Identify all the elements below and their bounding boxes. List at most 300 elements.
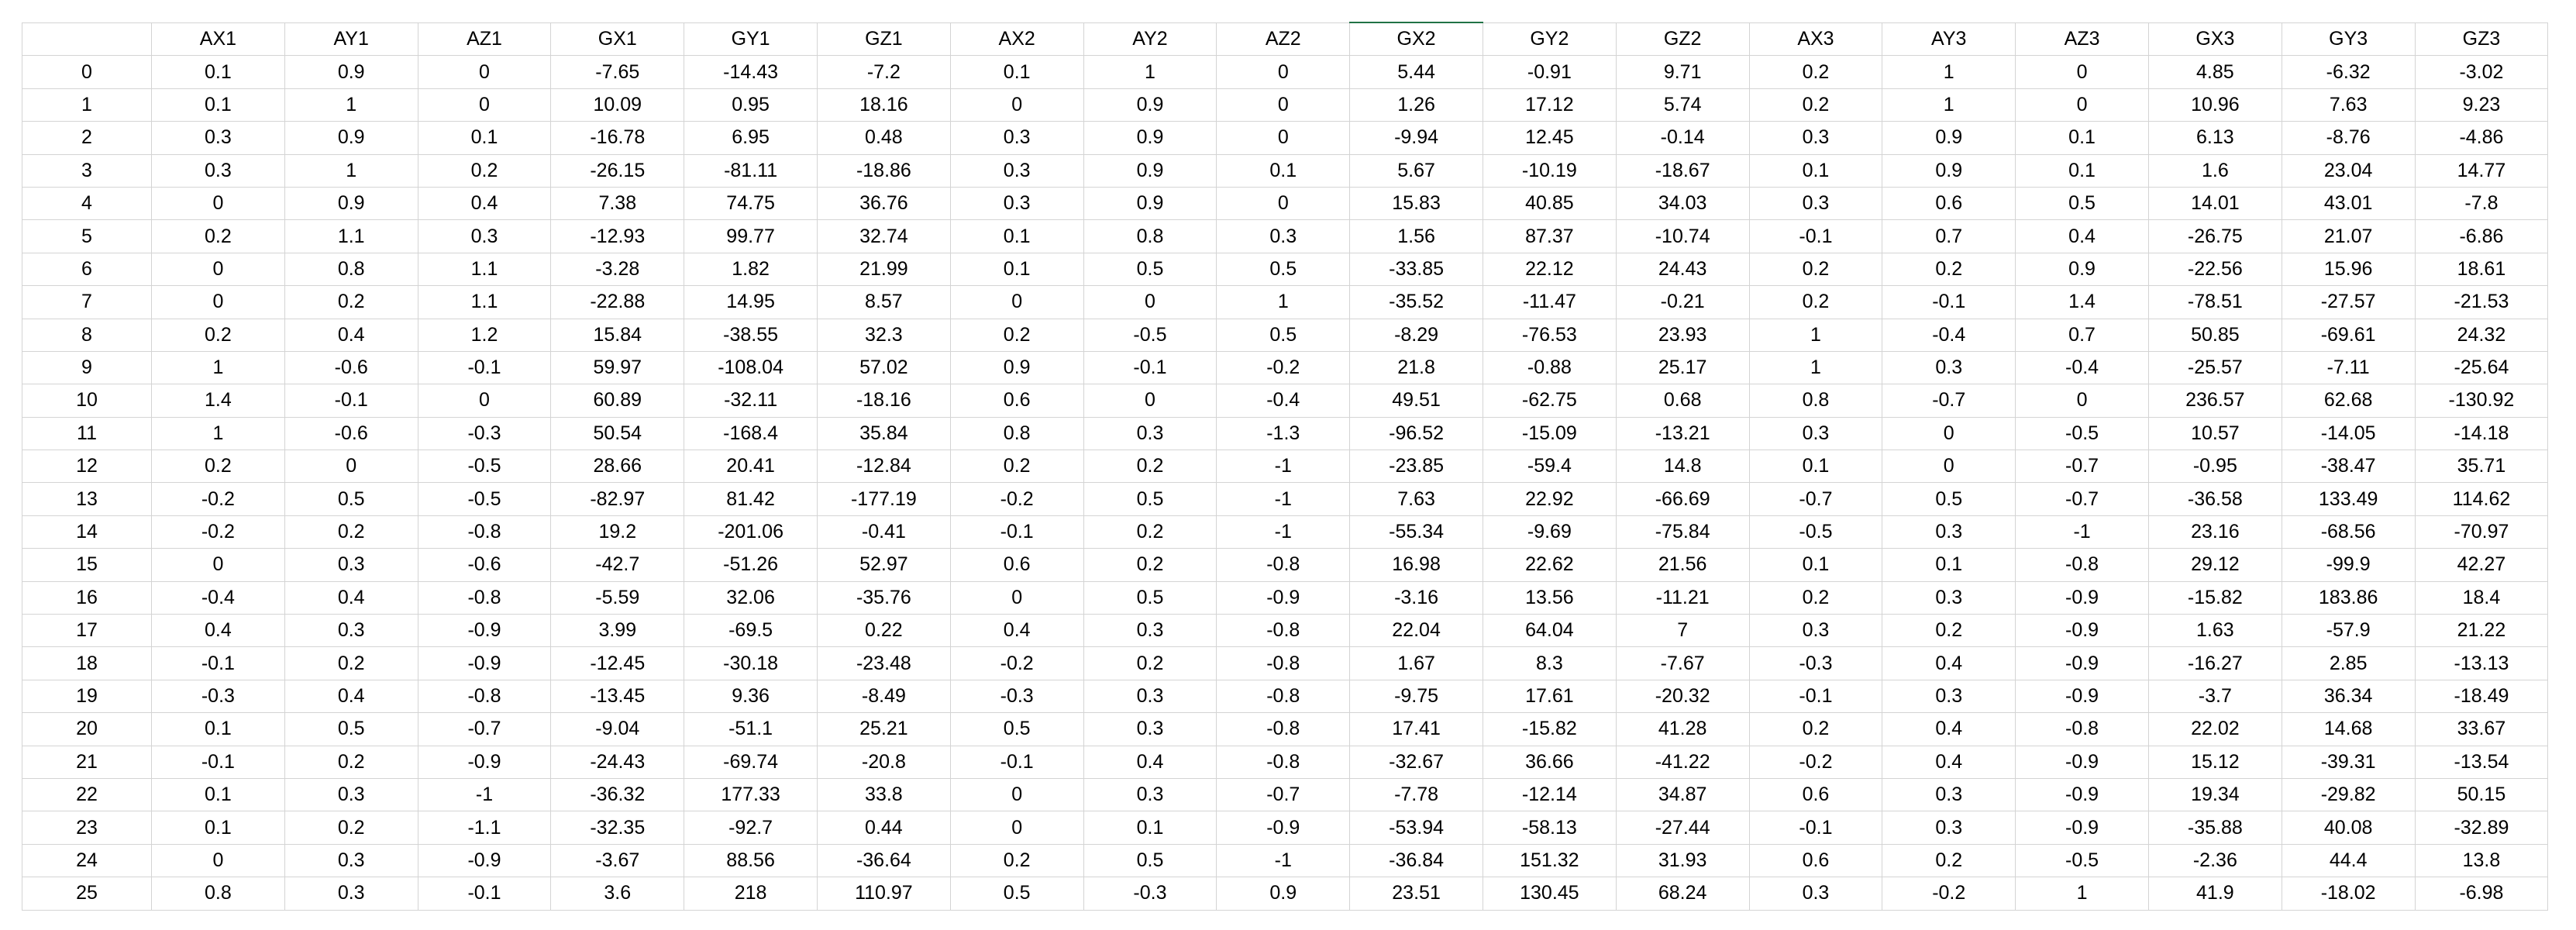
data-cell[interactable]: 0.2 <box>1083 647 1217 680</box>
data-cell[interactable]: -25.57 <box>2148 351 2282 384</box>
data-cell[interactable]: 0.6 <box>950 549 1083 581</box>
data-cell[interactable]: 0.6 <box>1882 187 2016 219</box>
data-cell[interactable]: 32.06 <box>684 581 818 614</box>
data-cell[interactable]: -8.49 <box>817 680 950 712</box>
row-index-cell[interactable]: 25 <box>22 877 152 910</box>
data-cell[interactable]: -0.9 <box>418 615 551 647</box>
data-cell[interactable]: -0.3 <box>152 680 285 712</box>
data-cell[interactable]: 0.5 <box>950 713 1083 746</box>
data-cell[interactable]: -32.67 <box>1350 746 1483 778</box>
data-cell[interactable]: -0.1 <box>1083 351 1217 384</box>
data-cell[interactable]: 0.3 <box>950 187 1083 219</box>
data-cell[interactable]: 0.9 <box>1882 122 2016 154</box>
data-cell[interactable]: -0.1 <box>1882 286 2016 319</box>
data-cell[interactable]: 0.3 <box>1083 778 1217 811</box>
data-cell[interactable]: -18.86 <box>817 154 950 187</box>
data-cell[interactable]: -36.84 <box>1350 844 1483 877</box>
data-cell[interactable]: -0.2 <box>1882 877 2016 910</box>
data-cell[interactable]: -81.11 <box>684 154 818 187</box>
data-cell[interactable]: -0.14 <box>1616 122 1749 154</box>
data-cell[interactable]: 13.8 <box>2415 844 2548 877</box>
data-cell[interactable]: -0.9 <box>2016 680 2149 712</box>
row-index-cell[interactable]: 8 <box>22 319 152 351</box>
data-cell[interactable]: 0.7 <box>2016 319 2149 351</box>
data-cell[interactable]: 0 <box>1217 88 1350 121</box>
data-cell[interactable]: 0 <box>1217 122 1350 154</box>
data-cell[interactable]: -23.85 <box>1350 450 1483 483</box>
data-cell[interactable]: -0.1 <box>950 515 1083 548</box>
data-cell[interactable]: 0.3 <box>1083 615 1217 647</box>
data-cell[interactable]: 17.41 <box>1350 713 1483 746</box>
data-cell[interactable]: 0.3 <box>1083 713 1217 746</box>
data-cell[interactable]: -33.85 <box>1350 253 1483 285</box>
row-index-cell[interactable]: 5 <box>22 220 152 253</box>
data-cell[interactable]: -0.7 <box>1882 384 2016 417</box>
data-cell[interactable]: -23.48 <box>817 647 950 680</box>
data-cell[interactable]: -6.32 <box>2282 56 2415 88</box>
data-cell[interactable]: -66.69 <box>1616 483 1749 515</box>
data-cell[interactable]: 0.3 <box>152 154 285 187</box>
data-cell[interactable]: 0.3 <box>1749 417 1882 450</box>
data-cell[interactable]: -62.75 <box>1483 384 1616 417</box>
data-cell[interactable]: -6.98 <box>2415 877 2548 910</box>
data-cell[interactable]: -1 <box>1217 515 1350 548</box>
data-cell[interactable]: -51.26 <box>684 549 818 581</box>
data-cell[interactable]: 0.2 <box>1749 56 1882 88</box>
data-cell[interactable]: -0.8 <box>1217 746 1350 778</box>
data-cell[interactable]: 29.12 <box>2148 549 2282 581</box>
data-cell[interactable]: -9.69 <box>1483 515 1616 548</box>
data-cell[interactable]: 23.51 <box>1350 877 1483 910</box>
data-cell[interactable]: 42.27 <box>2415 549 2548 581</box>
data-cell[interactable]: 0.4 <box>950 615 1083 647</box>
data-cell[interactable]: 0.6 <box>1749 844 1882 877</box>
data-cell[interactable]: -3.28 <box>551 253 684 285</box>
data-cell[interactable]: -76.53 <box>1483 319 1616 351</box>
data-cell[interactable]: 1 <box>1882 88 2016 121</box>
data-cell[interactable]: 133.49 <box>2282 483 2415 515</box>
data-cell[interactable]: 0.3 <box>1882 778 2016 811</box>
data-cell[interactable]: -96.52 <box>1350 417 1483 450</box>
data-cell[interactable]: -26.15 <box>551 154 684 187</box>
data-cell[interactable]: 0.3 <box>1882 680 2016 712</box>
row-index-cell[interactable]: 11 <box>22 417 152 450</box>
data-cell[interactable]: 0.8 <box>1083 220 1217 253</box>
data-cell[interactable]: -18.67 <box>1616 154 1749 187</box>
row-index-cell[interactable]: 12 <box>22 450 152 483</box>
row-index-cell[interactable]: 22 <box>22 778 152 811</box>
row-index-cell[interactable]: 18 <box>22 647 152 680</box>
data-cell[interactable]: 0.1 <box>152 56 285 88</box>
data-cell[interactable]: -0.9 <box>1217 581 1350 614</box>
data-cell[interactable]: -9.94 <box>1350 122 1483 154</box>
data-cell[interactable]: 40.08 <box>2282 811 2415 844</box>
data-cell[interactable]: 15.84 <box>551 319 684 351</box>
data-cell[interactable]: -0.2 <box>950 647 1083 680</box>
data-cell[interactable]: -108.04 <box>684 351 818 384</box>
column-header[interactable]: AX2 <box>950 22 1083 56</box>
data-cell[interactable]: 17.12 <box>1483 88 1616 121</box>
data-cell[interactable]: 23.04 <box>2282 154 2415 187</box>
data-cell[interactable]: 17.61 <box>1483 680 1616 712</box>
data-cell[interactable]: 0.5 <box>1882 483 2016 515</box>
row-index-cell[interactable]: 20 <box>22 713 152 746</box>
data-cell[interactable]: 0 <box>2016 384 2149 417</box>
data-cell[interactable]: -0.3 <box>1749 647 1882 680</box>
data-cell[interactable]: -0.9 <box>2016 581 2149 614</box>
data-cell[interactable]: -7.67 <box>1616 647 1749 680</box>
data-cell[interactable]: -0.9 <box>1217 811 1350 844</box>
data-cell[interactable]: -0.9 <box>2016 615 2149 647</box>
data-cell[interactable]: 0 <box>1083 384 1217 417</box>
data-cell[interactable]: -0.5 <box>2016 844 2149 877</box>
data-cell[interactable]: 0.3 <box>1217 220 1350 253</box>
data-cell[interactable]: -21.53 <box>2415 286 2548 319</box>
data-cell[interactable]: 25.17 <box>1616 351 1749 384</box>
data-cell[interactable]: 0 <box>1083 286 1217 319</box>
data-cell[interactable]: 0 <box>284 450 418 483</box>
data-cell[interactable]: 0.1 <box>950 56 1083 88</box>
data-cell[interactable]: 0.2 <box>1882 844 2016 877</box>
data-cell[interactable]: 1 <box>152 417 285 450</box>
data-cell[interactable]: 0.44 <box>817 811 950 844</box>
data-cell[interactable]: 0.3 <box>950 122 1083 154</box>
data-cell[interactable]: 32.3 <box>817 319 950 351</box>
data-cell[interactable]: 8.3 <box>1483 647 1616 680</box>
data-cell[interactable]: -27.44 <box>1616 811 1749 844</box>
data-cell[interactable]: 0.48 <box>817 122 950 154</box>
data-cell[interactable]: 57.02 <box>817 351 950 384</box>
data-cell[interactable]: 22.92 <box>1483 483 1616 515</box>
data-cell[interactable]: 114.62 <box>2415 483 2548 515</box>
row-index-cell[interactable]: 19 <box>22 680 152 712</box>
data-cell[interactable]: -0.1 <box>152 746 285 778</box>
data-cell[interactable]: -3.16 <box>1350 581 1483 614</box>
data-cell[interactable]: 0.3 <box>1882 351 2016 384</box>
data-cell[interactable]: 0 <box>2016 88 2149 121</box>
row-index-cell[interactable]: 23 <box>22 811 152 844</box>
data-cell[interactable]: 1 <box>284 88 418 121</box>
data-cell[interactable]: -5.59 <box>551 581 684 614</box>
data-cell[interactable]: 2.85 <box>2282 647 2415 680</box>
data-cell[interactable]: 99.77 <box>684 220 818 253</box>
data-cell[interactable]: -9.04 <box>551 713 684 746</box>
data-cell[interactable]: -0.9 <box>2016 811 2149 844</box>
data-cell[interactable]: 0.2 <box>950 844 1083 877</box>
data-cell[interactable]: -14.18 <box>2415 417 2548 450</box>
data-cell[interactable]: 0.3 <box>418 220 551 253</box>
data-cell[interactable]: -0.8 <box>418 515 551 548</box>
data-cell[interactable]: 0.3 <box>1749 615 1882 647</box>
data-cell[interactable]: 0.9 <box>284 122 418 154</box>
data-cell[interactable]: -0.41 <box>817 515 950 548</box>
data-cell[interactable]: -58.13 <box>1483 811 1616 844</box>
data-cell[interactable]: 22.12 <box>1483 253 1616 285</box>
data-cell[interactable]: 0.4 <box>1882 746 2016 778</box>
data-cell[interactable]: -51.1 <box>684 713 818 746</box>
data-cell[interactable]: -11.47 <box>1483 286 1616 319</box>
data-cell[interactable]: 0.8 <box>284 253 418 285</box>
data-cell[interactable]: 1 <box>2016 877 2149 910</box>
data-cell[interactable]: -0.8 <box>1217 549 1350 581</box>
row-index-cell[interactable]: 1 <box>22 88 152 121</box>
data-cell[interactable]: -13.13 <box>2415 647 2548 680</box>
data-cell[interactable]: -0.7 <box>1749 483 1882 515</box>
data-cell[interactable]: 21.22 <box>2415 615 2548 647</box>
data-cell[interactable]: -27.57 <box>2282 286 2415 319</box>
data-cell[interactable]: -3.7 <box>2148 680 2282 712</box>
data-cell[interactable]: -0.9 <box>418 844 551 877</box>
data-cell[interactable]: 1.6 <box>2148 154 2282 187</box>
data-cell[interactable]: -38.47 <box>2282 450 2415 483</box>
data-cell[interactable]: 0.2 <box>152 450 285 483</box>
column-header[interactable]: GY2 <box>1483 22 1616 56</box>
data-cell[interactable]: -0.9 <box>2016 746 2149 778</box>
data-cell[interactable]: 0.2 <box>1749 286 1882 319</box>
data-cell[interactable]: -10.74 <box>1616 220 1749 253</box>
data-cell[interactable]: -0.2 <box>152 515 285 548</box>
data-cell[interactable]: 0 <box>418 88 551 121</box>
data-cell[interactable]: 0.1 <box>1882 549 2016 581</box>
data-cell[interactable]: 0.3 <box>1882 515 2016 548</box>
data-cell[interactable]: -12.93 <box>551 220 684 253</box>
data-cell[interactable]: 0.1 <box>1749 154 1882 187</box>
data-cell[interactable]: 0.9 <box>284 187 418 219</box>
row-index-cell[interactable]: 16 <box>22 581 152 614</box>
data-cell[interactable]: 18.4 <box>2415 581 2548 614</box>
data-cell[interactable]: 0.3 <box>1749 187 1882 219</box>
data-cell[interactable]: 0 <box>152 844 285 877</box>
data-cell[interactable]: 0.2 <box>152 319 285 351</box>
data-cell[interactable]: 1.4 <box>152 384 285 417</box>
data-cell[interactable]: -0.8 <box>1217 615 1350 647</box>
data-cell[interactable]: -35.88 <box>2148 811 2282 844</box>
data-cell[interactable]: 21.56 <box>1616 549 1749 581</box>
data-cell[interactable]: -0.8 <box>418 581 551 614</box>
data-cell[interactable]: -0.8 <box>1217 713 1350 746</box>
data-cell[interactable]: 0.9 <box>950 351 1083 384</box>
data-cell[interactable]: 0.3 <box>1882 811 2016 844</box>
data-cell[interactable]: -13.45 <box>551 680 684 712</box>
data-cell[interactable]: -32.89 <box>2415 811 2548 844</box>
data-cell[interactable]: -7.8 <box>2415 187 2548 219</box>
data-cell[interactable]: -0.6 <box>284 351 418 384</box>
data-cell[interactable]: 0.7 <box>1882 220 2016 253</box>
data-cell[interactable]: 0.2 <box>152 220 285 253</box>
data-cell[interactable]: 50.54 <box>551 417 684 450</box>
data-cell[interactable]: 13.56 <box>1483 581 1616 614</box>
data-cell[interactable]: -12.14 <box>1483 778 1616 811</box>
data-cell[interactable]: 0.5 <box>1083 253 1217 285</box>
data-cell[interactable]: 0.2 <box>1749 88 1882 121</box>
data-cell[interactable]: 0.3 <box>284 877 418 910</box>
data-cell[interactable]: -42.7 <box>551 549 684 581</box>
data-cell[interactable]: 0.2 <box>1882 615 2016 647</box>
data-cell[interactable]: -0.2 <box>1749 746 1882 778</box>
data-cell[interactable]: -7.11 <box>2282 351 2415 384</box>
data-cell[interactable]: 40.85 <box>1483 187 1616 219</box>
data-cell[interactable]: 0.2 <box>418 154 551 187</box>
data-cell[interactable]: 0.1 <box>1749 549 1882 581</box>
data-cell[interactable]: -0.4 <box>152 581 285 614</box>
data-cell[interactable]: 0.9 <box>1083 154 1217 187</box>
data-cell[interactable]: 0.3 <box>284 778 418 811</box>
data-cell[interactable]: 0.4 <box>418 187 551 219</box>
data-cell[interactable]: -36.32 <box>551 778 684 811</box>
column-header[interactable]: GY3 <box>2282 22 2415 56</box>
data-cell[interactable]: 0.1 <box>2016 122 2149 154</box>
data-cell[interactable]: 0.5 <box>1217 319 1350 351</box>
data-cell[interactable]: 0 <box>152 253 285 285</box>
row-index-cell[interactable]: 14 <box>22 515 152 548</box>
data-cell[interactable]: 1.63 <box>2148 615 2282 647</box>
data-cell[interactable]: -130.92 <box>2415 384 2548 417</box>
data-cell[interactable]: 1.67 <box>1350 647 1483 680</box>
data-cell[interactable]: 3.6 <box>551 877 684 910</box>
column-header[interactable]: AY3 <box>1882 22 2016 56</box>
data-cell[interactable]: 0 <box>152 549 285 581</box>
data-cell[interactable]: 24.43 <box>1616 253 1749 285</box>
data-cell[interactable]: 22.62 <box>1483 549 1616 581</box>
data-cell[interactable]: 0.1 <box>1083 811 1217 844</box>
data-cell[interactable]: 36.66 <box>1483 746 1616 778</box>
data-cell[interactable]: 15.12 <box>2148 746 2282 778</box>
data-cell[interactable]: 1 <box>1083 56 1217 88</box>
row-index-cell[interactable]: 17 <box>22 615 152 647</box>
data-cell[interactable]: -15.09 <box>1483 417 1616 450</box>
data-cell[interactable]: 0 <box>418 384 551 417</box>
data-cell[interactable]: -69.61 <box>2282 319 2415 351</box>
data-cell[interactable]: -0.7 <box>1217 778 1350 811</box>
data-cell[interactable]: -26.75 <box>2148 220 2282 253</box>
data-cell[interactable]: 0.2 <box>950 450 1083 483</box>
data-cell[interactable]: 0 <box>1217 56 1350 88</box>
data-cell[interactable]: 41.28 <box>1616 713 1749 746</box>
data-cell[interactable]: -15.82 <box>1483 713 1616 746</box>
data-cell[interactable]: -0.1 <box>1749 680 1882 712</box>
data-cell[interactable]: -0.8 <box>1217 680 1350 712</box>
data-cell[interactable]: 0.95 <box>684 88 818 121</box>
data-cell[interactable]: 14.77 <box>2415 154 2548 187</box>
data-cell[interactable]: -18.16 <box>817 384 950 417</box>
data-cell[interactable]: 218 <box>684 877 818 910</box>
data-cell[interactable]: 0.1 <box>152 88 285 121</box>
column-header[interactable]: GX3 <box>2148 22 2282 56</box>
row-index-cell[interactable]: 0 <box>22 56 152 88</box>
data-cell[interactable]: -2.36 <box>2148 844 2282 877</box>
row-index-cell[interactable]: 9 <box>22 351 152 384</box>
data-cell[interactable]: 236.57 <box>2148 384 2282 417</box>
data-cell[interactable]: -7.2 <box>817 56 950 88</box>
data-cell[interactable]: 81.42 <box>684 483 818 515</box>
data-cell[interactable]: 1 <box>284 154 418 187</box>
data-cell[interactable]: 18.16 <box>817 88 950 121</box>
data-cell[interactable]: 183.86 <box>2282 581 2415 614</box>
data-cell[interactable]: 23.16 <box>2148 515 2282 548</box>
data-cell[interactable]: -25.64 <box>2415 351 2548 384</box>
data-cell[interactable]: 0.5 <box>1083 483 1217 515</box>
data-cell[interactable]: -0.6 <box>284 417 418 450</box>
data-cell[interactable]: 1.1 <box>284 220 418 253</box>
data-cell[interactable]: -99.9 <box>2282 549 2415 581</box>
row-index-cell[interactable]: 24 <box>22 844 152 877</box>
data-cell[interactable]: -0.9 <box>2016 778 2149 811</box>
data-cell[interactable]: -20.8 <box>817 746 950 778</box>
data-cell[interactable]: 0.4 <box>284 319 418 351</box>
column-header[interactable]: AY2 <box>1083 22 1217 56</box>
data-cell[interactable]: -168.4 <box>684 417 818 450</box>
data-cell[interactable]: -22.88 <box>551 286 684 319</box>
data-cell[interactable]: -18.49 <box>2415 680 2548 712</box>
data-cell[interactable]: 25.21 <box>817 713 950 746</box>
data-cell[interactable]: -0.95 <box>2148 450 2282 483</box>
data-cell[interactable]: -0.5 <box>1749 515 1882 548</box>
data-cell[interactable]: 62.68 <box>2282 384 2415 417</box>
data-cell[interactable]: -0.1 <box>418 877 551 910</box>
data-cell[interactable]: 5.44 <box>1350 56 1483 88</box>
data-cell[interactable]: 1.26 <box>1350 88 1483 121</box>
data-cell[interactable]: 110.97 <box>817 877 950 910</box>
data-cell[interactable]: 0.9 <box>1882 154 2016 187</box>
data-cell[interactable]: 0.3 <box>284 615 418 647</box>
data-cell[interactable]: -32.11 <box>684 384 818 417</box>
data-cell[interactable]: 0.3 <box>950 154 1083 187</box>
data-cell[interactable]: -7.65 <box>551 56 684 88</box>
data-cell[interactable]: -0.1 <box>1749 811 1882 844</box>
data-cell[interactable]: 0.2 <box>1749 253 1882 285</box>
data-cell[interactable]: -4.86 <box>2415 122 2548 154</box>
data-cell[interactable]: -3.02 <box>2415 56 2548 88</box>
data-cell[interactable]: 1.56 <box>1350 220 1483 253</box>
data-cell[interactable]: 0 <box>950 778 1083 811</box>
data-cell[interactable]: -0.1 <box>152 647 285 680</box>
data-cell[interactable]: -7.78 <box>1350 778 1483 811</box>
data-cell[interactable]: -0.8 <box>1217 647 1350 680</box>
data-cell[interactable]: -0.1 <box>1749 220 1882 253</box>
data-cell[interactable]: -0.3 <box>418 417 551 450</box>
data-cell[interactable]: -1.1 <box>418 811 551 844</box>
data-cell[interactable]: 0.9 <box>1217 877 1350 910</box>
data-cell[interactable]: 0.3 <box>284 549 418 581</box>
data-cell[interactable]: -35.76 <box>817 581 950 614</box>
data-cell[interactable]: -0.9 <box>418 647 551 680</box>
data-cell[interactable]: 10.57 <box>2148 417 2282 450</box>
data-cell[interactable]: -20.32 <box>1616 680 1749 712</box>
data-cell[interactable]: 0 <box>418 56 551 88</box>
data-cell[interactable]: 0.5 <box>284 713 418 746</box>
data-cell[interactable]: 3.99 <box>551 615 684 647</box>
data-cell[interactable]: 8.57 <box>817 286 950 319</box>
column-header[interactable]: GZ1 <box>817 22 950 56</box>
data-cell[interactable]: 0.9 <box>2016 253 2149 285</box>
data-cell[interactable]: -69.74 <box>684 746 818 778</box>
data-cell[interactable]: 6.95 <box>684 122 818 154</box>
data-cell[interactable]: 59.97 <box>551 351 684 384</box>
row-index-cell[interactable]: 4 <box>22 187 152 219</box>
data-cell[interactable]: -3.67 <box>551 844 684 877</box>
data-cell[interactable]: 15.83 <box>1350 187 1483 219</box>
data-cell[interactable]: 31.93 <box>1616 844 1749 877</box>
data-cell[interactable]: 0.2 <box>284 746 418 778</box>
data-cell[interactable]: 1.1 <box>418 286 551 319</box>
data-cell[interactable]: 0 <box>950 286 1083 319</box>
data-cell[interactable]: -0.7 <box>2016 483 2149 515</box>
data-cell[interactable]: -0.9 <box>418 746 551 778</box>
data-cell[interactable]: -0.8 <box>2016 549 2149 581</box>
data-cell[interactable]: -11.21 <box>1616 581 1749 614</box>
data-cell[interactable]: 33.8 <box>817 778 950 811</box>
data-cell[interactable]: 34.03 <box>1616 187 1749 219</box>
